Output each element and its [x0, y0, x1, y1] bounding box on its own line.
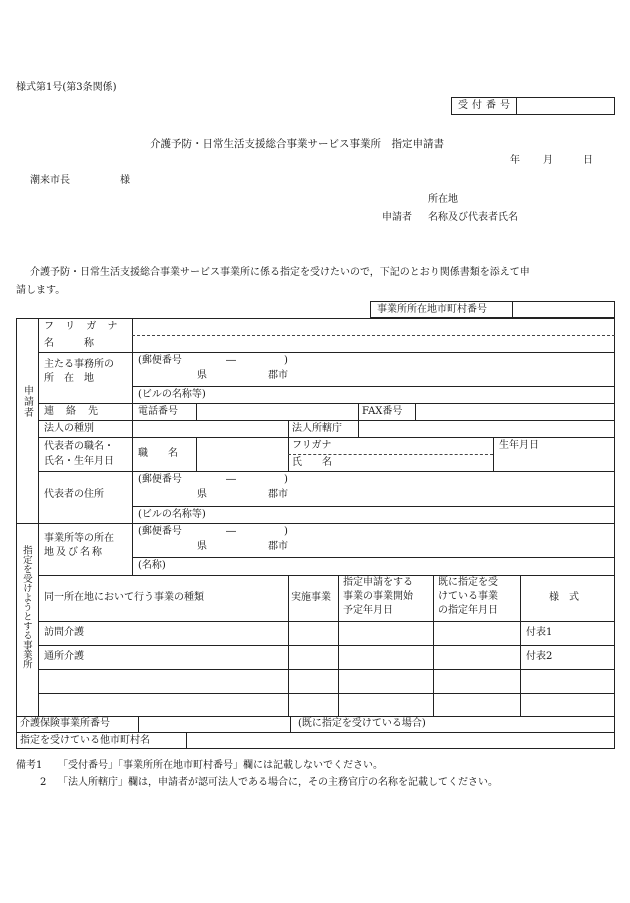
rep-address-prefecture: 県	[197, 489, 207, 500]
date-day: 日	[583, 155, 593, 166]
insurance-no-field[interactable]	[142, 718, 286, 730]
other-municipality-label: 指定を受けている他市町村名	[20, 735, 150, 746]
form-number: 様式第1号(第3条関係)	[16, 82, 117, 93]
position-label: 職 名	[138, 448, 178, 459]
service-name-2: 通所介護	[44, 651, 84, 662]
rep-label-1: 代表者の職名・	[44, 441, 114, 452]
main-office-label-1: 主たる事務所の	[44, 359, 114, 370]
rep-furigana-label: フリガナ	[292, 440, 332, 451]
existing-header-3: の指定年月日	[438, 605, 498, 616]
applicant-name-label: 名称及び代表者氏名	[428, 212, 518, 223]
main-office-postal-close: )	[284, 355, 288, 366]
intro-text-1: 介護予防・日常生活支援総合事業サービス事業所に係る指定を受けたいので，下記のとおり関係書類を添えて申	[30, 267, 530, 278]
note-2-prefix: 2	[40, 777, 47, 788]
section-office-label: 指定を受けようとする事業所	[20, 545, 32, 669]
form-header: 様 式	[549, 592, 579, 603]
start-header-2: 事業の事業開始	[343, 591, 413, 602]
date-month: 月	[543, 155, 553, 166]
implemented-header: 実施事業	[291, 592, 331, 603]
page-title: 介護予防・日常生活支援総合事業サービス事業所 指定申請書	[150, 138, 444, 150]
receipt-box	[451, 97, 615, 115]
office-postal-close: )	[284, 526, 288, 537]
office-name-label: (名称)	[138, 560, 166, 571]
contact-label: 連 絡 先	[44, 406, 99, 417]
rep-address-label: 代表者の住所	[44, 489, 104, 500]
rep-address-postal: (郵便番号	[138, 474, 182, 485]
applicant-location-label: 所在地	[428, 194, 458, 205]
corp-office-field[interactable]	[362, 423, 611, 435]
phone-field[interactable]	[200, 406, 354, 418]
main-office-prefecture: 県	[197, 370, 207, 381]
office-county-city: 郡市	[268, 541, 288, 552]
furigana-label: フ リ ガ ナ	[44, 321, 122, 332]
municipality-code-box	[370, 301, 615, 318]
service-name-1: 訪問介護	[44, 627, 84, 638]
name-label: 名 称	[44, 338, 94, 349]
corp-type-label: 法人の種別	[44, 423, 94, 434]
fax-field[interactable]	[419, 406, 611, 418]
corp-office-label: 法人所轄庁	[292, 423, 342, 434]
rep-address-building: (ビルの名称等)	[138, 509, 206, 520]
intro-text-2: 請します。	[16, 285, 66, 296]
corp-type-field[interactable]	[136, 423, 284, 435]
rep-name-label: 氏 名	[292, 457, 332, 468]
start-header-3: 予定年月日	[343, 605, 393, 616]
office-postal-dash: ―	[226, 526, 236, 537]
section-applicant-label: 申請者	[21, 385, 33, 418]
birthdate-label: 生年月日	[499, 440, 539, 451]
existing-header-1: 既に指定を受	[438, 577, 498, 588]
municipality-code-field[interactable]	[516, 304, 610, 316]
applicant-name-field[interactable]	[136, 338, 612, 350]
office-location-label-2: 地及び名称	[44, 547, 104, 558]
rep-address-postal-dash: ―	[226, 474, 236, 485]
start-header-1: 指定申請をする	[343, 577, 413, 588]
fax-label: FAX番号	[362, 406, 403, 417]
main-office-postal-dash: ―	[226, 355, 236, 366]
rep-label-2: 氏名・生年月日	[44, 456, 114, 467]
existing-header-2: けている事業	[438, 591, 498, 602]
office-prefecture: 県	[197, 541, 207, 552]
receipt-label: 受付番号	[458, 100, 514, 111]
main-office-postal: (郵便番号	[138, 355, 182, 366]
main-office-label-2: 所 在 地	[44, 373, 94, 384]
other-municipality-field[interactable]	[190, 735, 611, 747]
applicant-furigana-field[interactable]	[136, 321, 612, 333]
rep-address-county-city: 郡市	[268, 489, 288, 500]
note-1-prefix: 備考1	[16, 760, 43, 771]
main-office-county-city: 郡市	[268, 370, 288, 381]
receipt-field[interactable]	[520, 100, 612, 112]
note-2-text: 「法人所轄庁」欄は，申請者が認可法人である場合に，その主務官庁の名称を記載してください。	[58, 777, 498, 788]
position-field[interactable]	[200, 441, 284, 467]
date-year: 年	[510, 155, 520, 166]
note-1-text: 「受付番号」「事業所所在地市町村番号」欄には記載しないでください。	[58, 760, 383, 771]
insurance-no-label: 介護保険事業所番号	[20, 718, 110, 729]
addressee-name: 潮来市長	[30, 175, 70, 186]
office-location-label-1: 事業所等の所在	[44, 533, 114, 544]
insurance-note: (既に指定を受けている場合)	[298, 718, 426, 729]
addressee-honorific: 様	[120, 175, 130, 186]
applicant-role: 申請者	[382, 212, 412, 223]
rep-address-postal-close: )	[284, 474, 288, 485]
service-form-1: 付表1	[526, 627, 553, 638]
main-office-building: (ビルの名称等)	[138, 389, 206, 400]
office-postal: (郵便番号	[138, 526, 182, 537]
services-header: 同一所在地において行う事業の種類	[44, 592, 204, 603]
service-form-2: 付表2	[526, 651, 553, 662]
phone-label: 電話番号	[138, 406, 178, 417]
municipality-code-label: 事業所所在地市町村番号	[377, 304, 487, 315]
